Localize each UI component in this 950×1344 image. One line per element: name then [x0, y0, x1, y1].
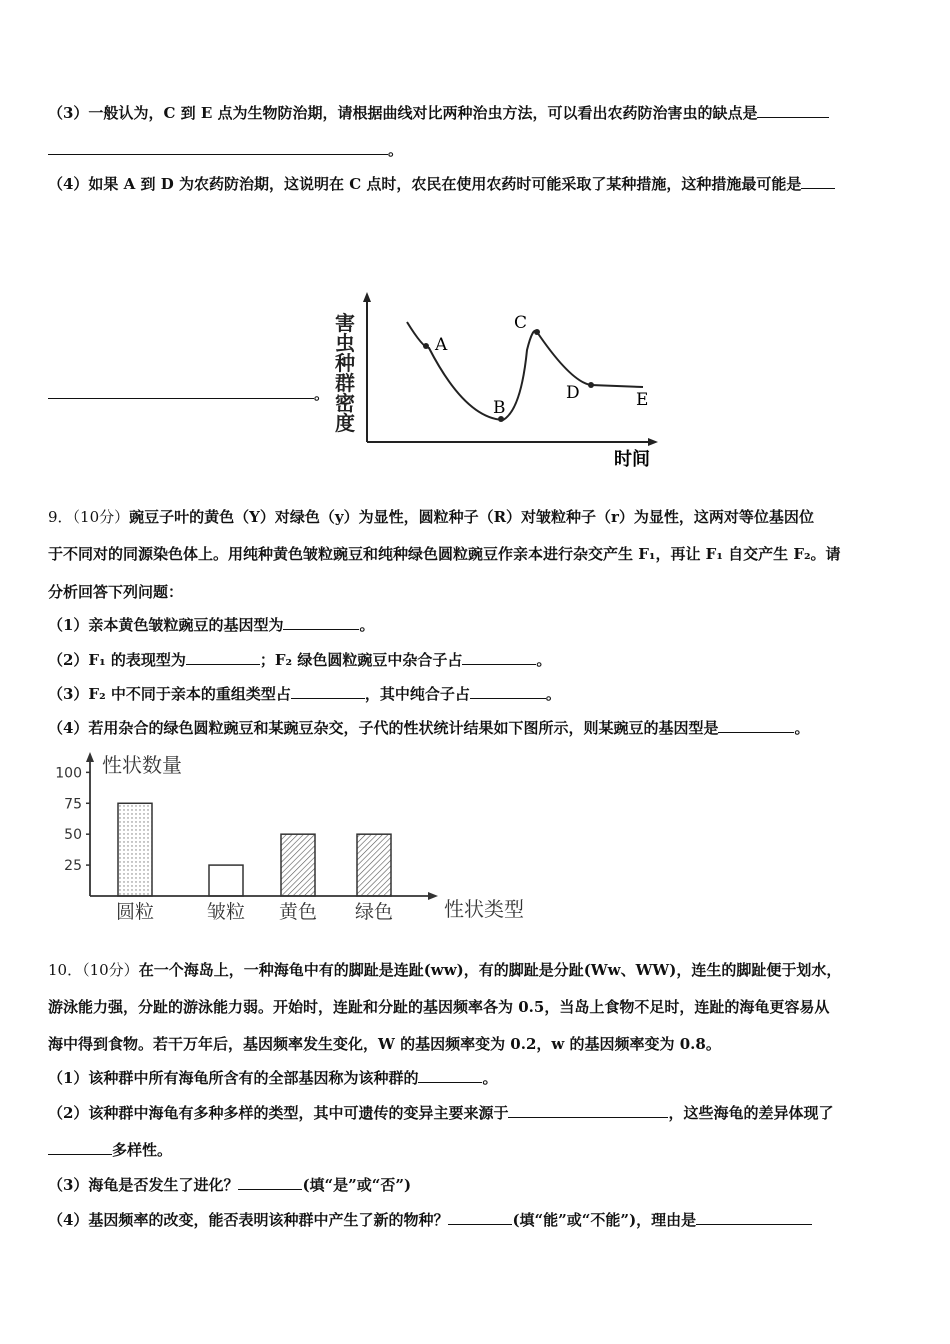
answer-blank[interactable] — [470, 684, 546, 699]
q9-subquestion-1 — [48, 615, 374, 635]
q9-s2-text: ；F₂ 绿色圆粒豌豆中杂合子占 — [259, 651, 463, 669]
q8-subquestion-3 — [48, 103, 829, 123]
point-a-marker — [423, 343, 429, 349]
bar-1 — [209, 865, 243, 896]
bar-2 — [281, 834, 315, 896]
q10-s4-text: (填“能”或“不能”)，理由是 — [512, 1211, 697, 1229]
question-score: （10分） — [72, 508, 130, 526]
q8-subquestion-3-cont — [48, 140, 403, 160]
answer-blank[interactable] — [757, 103, 829, 118]
q9-s3-text: ，其中纯合子占 — [364, 685, 470, 703]
chart-x-label: 性状类型 — [444, 897, 524, 921]
y-tick-label: 100 — [55, 765, 82, 782]
category-label: 黄色 — [278, 901, 318, 923]
q9-subquestion-4 — [48, 718, 809, 738]
q8-s3-text: （3）一般认为，C 到 E 点为生物防治期，请根据曲线对比两种治虫方法，可以看出农药防治害虫的缺点是 — [48, 104, 758, 122]
bar-0 — [118, 803, 152, 896]
trait-bar-chart — [50, 748, 550, 928]
answer-blank[interactable] — [291, 684, 365, 699]
question-score: （10分） — [82, 961, 139, 979]
q8-subquestion-4 — [48, 174, 835, 194]
q10-s3-text: (填“是”或“否”) — [302, 1176, 412, 1194]
q8-s4-text: （4）如果 A 到 D 为农药防治期，这说明在 C 点时，农民在使用农药时可能采取了某种措施，这种措施最可能是 — [48, 175, 802, 193]
q9-stem-text: 分析回答下列问题： — [48, 583, 184, 601]
q9-s2-text: （2）F₁ 的表现型为 — [48, 651, 186, 669]
punct: 。 — [545, 685, 561, 703]
point-label-e: E — [636, 390, 649, 410]
category-label: 绿色 — [354, 901, 394, 923]
y-label-char: 度 — [335, 411, 355, 435]
answer-blank[interactable] — [696, 1210, 812, 1225]
y-axis-arrow-icon — [363, 292, 371, 302]
q9-stem-line-3 — [48, 582, 183, 602]
category-label: 圆粒 — [115, 901, 155, 923]
answer-blank[interactable] — [418, 1068, 482, 1083]
q10-s4-text: （4）基因频率的改变，能否表明该种群中产生了新的物种？ — [48, 1211, 449, 1229]
q8-subquestion-4-cont — [48, 384, 329, 404]
q10-stem-line-3 — [48, 1034, 721, 1054]
q10-s3-text: （3）海龟是否发生了进化？ — [48, 1176, 239, 1194]
q9-s1-text: （1）亲本黄色皱粒豌豆的基因型为 — [48, 616, 284, 634]
y-tick-label: 75 — [64, 796, 82, 813]
q10-stem-line-1 — [48, 960, 841, 980]
q10-subquestion-1 — [48, 1068, 497, 1088]
answer-blank[interactable] — [238, 1175, 302, 1190]
q9-stem-text: 豌豆子叶的黄色（Y）对绿色（y）为显性，圆粒种子（R）对皱粒种子（r）为显性，这两对等位基因位 — [129, 508, 814, 526]
y-label-char: 种 — [335, 351, 355, 375]
answer-blank[interactable] — [462, 650, 536, 665]
q10-stem-line-2 — [48, 997, 829, 1017]
answer-blank[interactable] — [48, 140, 388, 155]
q9-s4-text: （4）若用杂合的绿色圆粒豌豆和某豌豆杂交，子代的性状统计结果如下图所示，则某豌豆的基因型是 — [48, 719, 719, 737]
q10-stem-text: 游泳能力强，分趾的游泳能力弱。开始时，连趾和分趾的基因频率各为 0.5，当岛上食物不足时，连趾的海龟更容易从 — [48, 998, 830, 1016]
answer-blank[interactable] — [48, 384, 314, 399]
point-label-b: B — [493, 398, 506, 418]
q9-stem-line-2 — [48, 544, 841, 564]
point-label-a: A — [435, 335, 448, 355]
q10-subquestion-2 — [48, 1103, 833, 1123]
graph-x-label: 时间 — [614, 449, 650, 470]
x-axis-arrow-icon — [428, 892, 438, 900]
q10-subquestion-2-cont — [48, 1140, 172, 1160]
q9-stem-line-1 — [48, 507, 814, 527]
q9-subquestion-3 — [48, 684, 561, 704]
chart-y-label: 性状数量 — [102, 753, 182, 777]
q10-s1-text: （1）该种群中所有海龟所含有的全部基因称为该种群的 — [48, 1069, 419, 1087]
q10-s2-text: （2）该种群中海龟有多种多样的类型，其中可遗传的变异主要来源于 — [48, 1104, 509, 1122]
answer-blank[interactable] — [801, 174, 835, 189]
point-label-c: C — [514, 313, 528, 333]
point-d-marker — [588, 382, 594, 388]
q10-s2-text: ，这些海龟的差异体现了 — [668, 1104, 834, 1122]
q10-stem-text: 在一个海岛上，一种海龟中有的脚趾是连趾(ww)，有的脚趾是分趾(Ww、WW)，连生的脚趾便于划水， — [138, 961, 842, 979]
graph-y-label — [334, 311, 355, 435]
q10-s2-text: 多样性。 — [112, 1141, 173, 1159]
punct: 。 — [359, 616, 375, 634]
punct: 。 — [388, 141, 404, 159]
y-label-char: 群 — [335, 371, 355, 395]
category-label: 皱粒 — [206, 901, 246, 923]
pest-density-graph — [325, 290, 670, 470]
answer-blank[interactable] — [283, 615, 359, 630]
answer-blank[interactable] — [448, 1210, 512, 1225]
q9-subquestion-2 — [48, 650, 551, 670]
q10-subquestion-4 — [48, 1210, 812, 1230]
answer-blank[interactable] — [48, 1140, 112, 1155]
point-label-d: D — [566, 383, 580, 403]
answer-blank[interactable] — [508, 1103, 668, 1118]
question-number: 9． — [48, 508, 73, 526]
question-number: 10． — [48, 961, 83, 979]
punct: 。 — [536, 651, 552, 669]
point-c-marker — [534, 329, 540, 335]
q10-stem-text: 海中得到食物。若干万年后，基因频率发生变化，W 的基因频率变为 0.2，w 的基因频率变为 0.8。 — [48, 1035, 721, 1053]
answer-blank[interactable] — [186, 650, 260, 665]
bar-3 — [357, 834, 391, 896]
q10-subquestion-3 — [48, 1175, 411, 1195]
x-axis-arrow-icon — [648, 438, 658, 446]
y-tick-label: 25 — [64, 858, 82, 875]
punct: 。 — [794, 719, 810, 737]
y-axis-arrow-icon — [86, 752, 94, 762]
y-label-char: 虫 — [335, 331, 355, 355]
y-label-char: 密 — [335, 391, 355, 415]
y-tick-label: 50 — [64, 827, 82, 844]
y-label-char: 害 — [335, 311, 355, 335]
punct: 。 — [482, 1069, 498, 1087]
q9-stem-text: 于不同对的同源染色体上。用纯种黄色皱粒豌豆和纯种绿色圆粒豌豆作亲本进行杂交产生 F₁，再让 F₁ 自交产生 F₂。请 — [48, 545, 841, 563]
q9-s3-text: （3）F₂ 中不同于亲本的重组类型占 — [48, 685, 291, 703]
punct: 。 — [314, 385, 330, 403]
answer-blank[interactable] — [718, 718, 794, 733]
